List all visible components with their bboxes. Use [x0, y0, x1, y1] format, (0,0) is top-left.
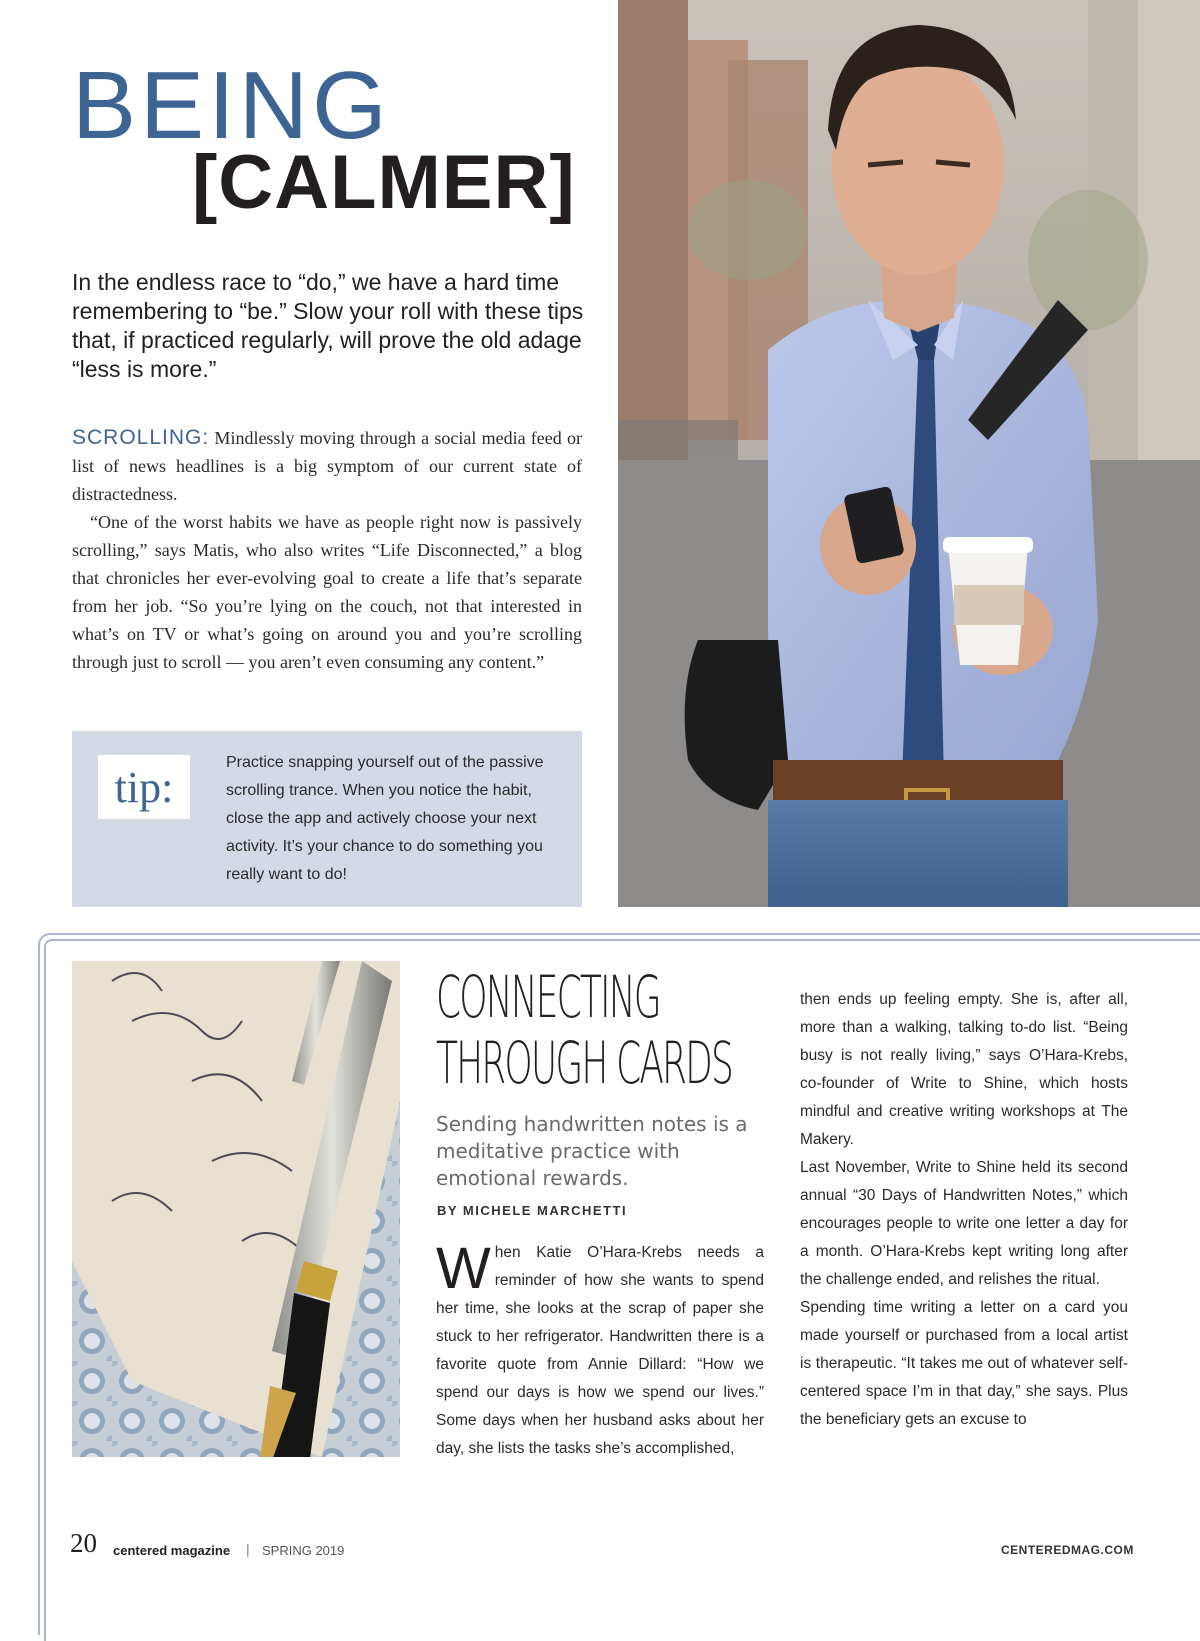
footer-magazine-name: centered magazine	[113, 1543, 231, 1558]
footer-separator: |	[246, 1541, 250, 1557]
scrolling-section	[72, 424, 582, 676]
page-title-being: BEING	[72, 52, 391, 159]
article-opening-paragraph	[436, 1236, 764, 1463]
footer-website: CENTEREDMAG.COM	[1001, 1543, 1134, 1557]
article-column-1	[436, 1236, 764, 1463]
article-paragraph: then ends up feeling empty. She is, after all, more than a walking, talking to-do list. “Being busy is not really living,” says O’Hara-Krebs, co-founder of Write to Shine, which hosts mindful and creative writing workshops at The Makery.	[800, 991, 1128, 1148]
article-title-line2: THROUGH CARDS	[436, 1029, 732, 1097]
footer-issue: SPRING 2019	[262, 1543, 345, 1558]
article-byline: BY MICHELE MARCHETTI	[437, 1203, 628, 1218]
tip-text: Practice snapping yourself out of the passive scrolling trance. When you notice the habit, close the app and actively choose your next activity. It’s your chance to do something you really want to do!	[226, 754, 544, 883]
drop-cap: W	[436, 1236, 491, 1301]
scrolling-lead-text: Mindlessly moving through a social media feed or list of news headlines is a big symptom of our current state of distractedness.	[72, 428, 582, 504]
page-number: 20	[70, 1528, 97, 1558]
article-paragraph: Spending time writing a letter on a card you made yourself or purchased from a local artist is therapeutic. “It takes me out of whatever self-centered space I’m in that day,” she says. Plus the beneficiary gets an excuse to	[800, 1299, 1128, 1428]
article-column-2	[800, 986, 1128, 1434]
scrolling-heading: SCROLLING:	[72, 426, 210, 449]
article-subtitle: Sending handwritten notes is a meditative practice with emotional rewards.	[436, 1112, 748, 1190]
article-title-line1: CONNECTING	[436, 963, 660, 1031]
article-paragraph: Last November, Write to Shine held its second annual “30 Days of Handwritten Notes,” which encourages people to write one letter a day for a month. O’Hara-Krebs kept writing long after the challenge ended, and relishes the ritual.	[800, 1159, 1128, 1288]
scrolling-quote-paragraph: “One of the worst habits we have as people right now is passively scrolling,” says Matis, who also writes “Life Disconnected,” a blog that chronicles her ever-evolving goal to create a life that’s separate from her job. “So you’re lying on the couch, not that interested in what’s on TV or what’s going on around you and you’re scrolling through just to scroll — you aren’t even consuming any content.”	[72, 512, 582, 672]
page-title-calmer: [CALMER]	[192, 140, 576, 225]
scrolling-lead-paragraph	[72, 424, 582, 508]
man-with-phone-illustration	[618, 0, 1200, 907]
fountain-pen-illustration	[72, 961, 400, 1457]
fountain-pen-photo	[72, 961, 400, 1457]
article-title	[436, 963, 732, 1097]
article-opening-text: hen Katie O’Hara-Krebs needs a reminder of how she wants to spend her time, she looks at the scrap of paper she stuck to her refrigerator. Handwritten there is a favorite quote from Annie Dillard: “How we spend our days is how we spend our lives.” Some days when her husband asks about her day, she lists the tasks she’s accomplished,	[436, 1244, 764, 1457]
intro-paragraph: In the endless race to “do,” we have a hard time remembering to “be.” Slow your roll with these tips that, if practiced regularly, will prove the old adage “less is more.”	[72, 269, 584, 382]
tip-box	[72, 731, 582, 907]
man-with-phone-photo	[618, 0, 1200, 907]
tip-label: tip:	[98, 755, 190, 819]
